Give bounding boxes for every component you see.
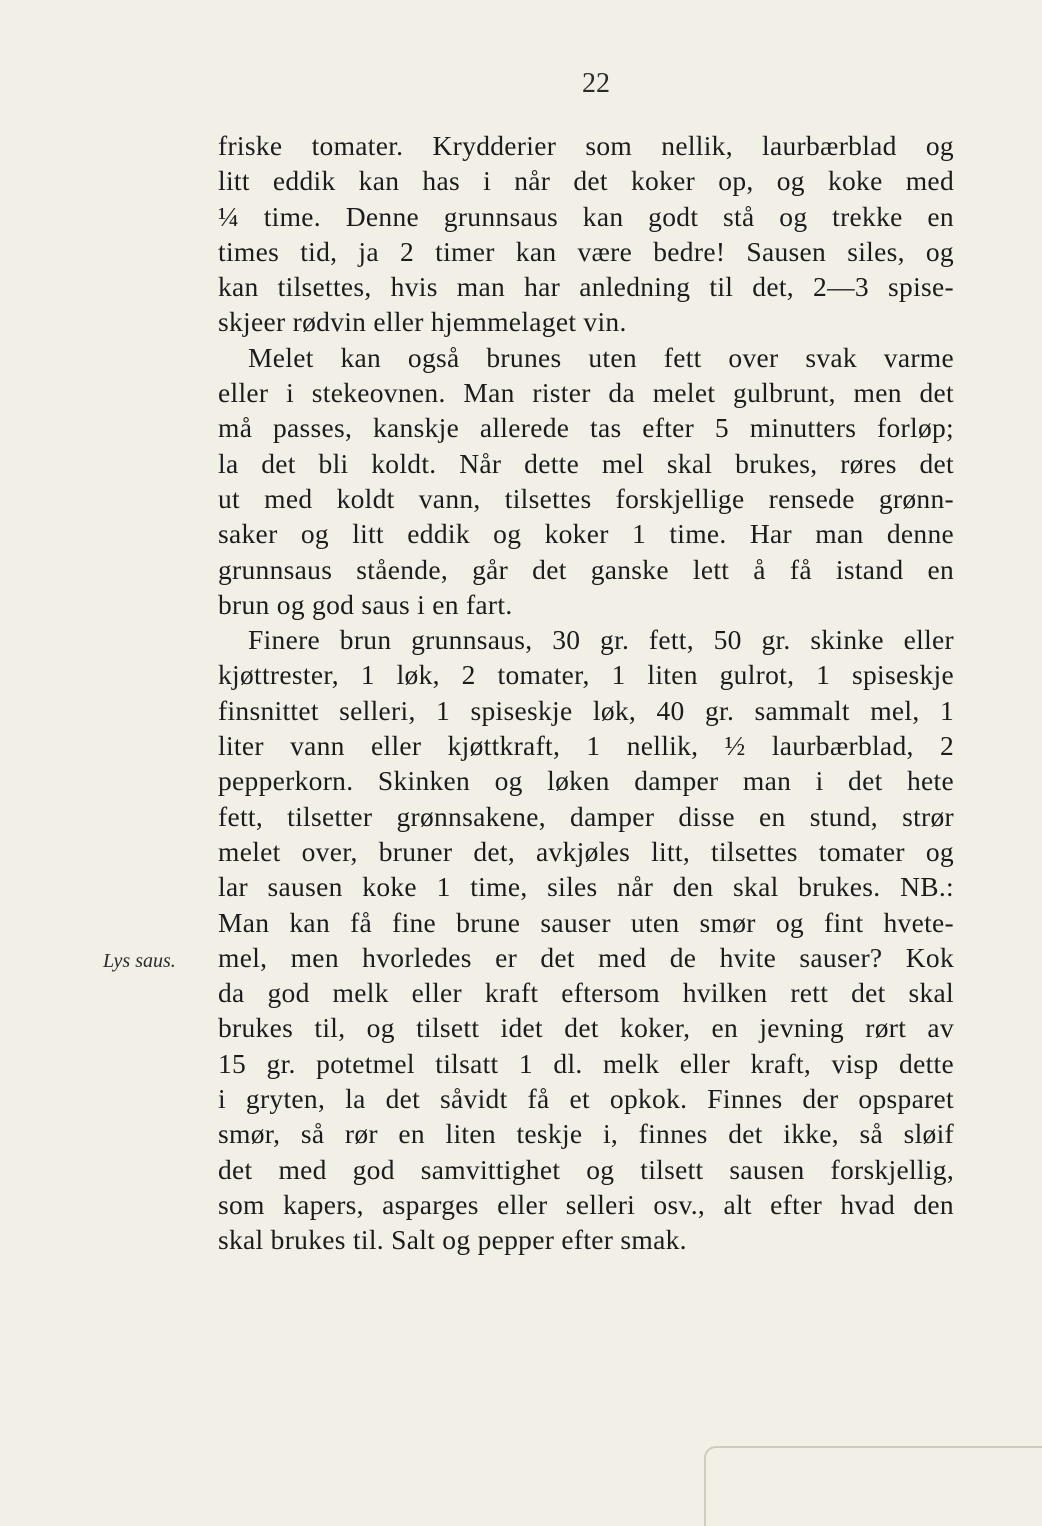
text-line: Man kan få fine brune sauser uten smør og fint hvete- xyxy=(218,906,954,938)
text-line: må passes, kanskje allerede tas efter 5 minutters forløp; xyxy=(218,412,954,444)
text-line: Finere brun grunnsaus, 30 gr. fett, 50 gr. skinke eller xyxy=(248,624,954,656)
text-line: finsnittet selleri, 1 spiseskje løk, 40 gr. sammalt mel, 1 xyxy=(218,694,954,726)
text-line: smør, så rør en liten teskje i, finnes det ikke, så sløif xyxy=(218,1118,954,1150)
text-line: Melet kan også brunes uten fett over svak varme xyxy=(248,341,954,373)
text-line: ¼ time. Denne grunnsaus kan godt stå og trekke en xyxy=(218,200,954,232)
text-line: friske tomater. Krydderier som nellik, laurbærblad og xyxy=(218,130,954,161)
text-line: liter vann eller kjøttkraft, 1 nellik, ½ laurbærblad, 2 xyxy=(218,730,954,762)
margin-note: Lys saus. xyxy=(103,950,176,972)
text-line: da god melk eller kraft eftersom hvilken rett det skal xyxy=(218,977,954,1009)
page-number: 22 xyxy=(582,68,610,99)
text-line: mel, men hvorledes er det med de hvite sauser? Kok xyxy=(218,941,954,973)
text-line: det med god samvittighet og tilsett sausen forskjellig, xyxy=(218,1153,954,1185)
text-line: times tid, ja 2 timer kan være bedre! Sausen siles, og xyxy=(218,235,954,267)
page-crease xyxy=(704,1446,1042,1526)
text-line: i gryten, la det såvidt få et opkok. Finnes der opsparet xyxy=(218,1083,954,1115)
text-line: saker og litt eddik og koker 1 time. Har man denne xyxy=(218,518,954,550)
text-line: skjeer rødvin eller hjemmelaget vin. xyxy=(218,306,627,338)
text-line: eller i stekeovnen. Man rister da melet gulbrunt, men det xyxy=(218,377,954,409)
text-line: litt eddik kan has i når det koker op, og koke med xyxy=(218,165,954,197)
text-line: skal brukes til. Salt og pepper efter smak. xyxy=(218,1224,687,1256)
text-line: 15 gr. potetmel tilsatt 1 dl. melk eller kraft, visp dette xyxy=(218,1047,954,1079)
text-line: pepperkorn. Skinken og løken damper man i det hete xyxy=(218,765,954,797)
text-line: melet over, bruner det, avkjøles litt, tilsettes tomater og xyxy=(218,835,954,867)
text-line: lar sausen koke 1 time, siles når den skal brukes. NB.: xyxy=(218,871,954,903)
text-line: la det bli koldt. Når dette mel skal brukes, røres det xyxy=(218,447,954,479)
text-line: grunnsaus stående, går det ganske lett å få istand en xyxy=(218,553,954,585)
text-line: kan tilsettes, hvis man har anledning til det, 2—3 spise- xyxy=(218,271,954,303)
body-text xyxy=(218,128,954,1258)
text-line: brun og god saus i en fart. xyxy=(218,588,513,620)
text-line: fett, tilsetter grønnsakene, damper disse en stund, strør xyxy=(218,800,954,832)
text-line: brukes til, og tilsett idet det koker, en jevning rørt av xyxy=(218,1012,954,1044)
text-line: som kapers, asparges eller selleri osv., alt efter hvad den xyxy=(218,1188,954,1220)
text-line: kjøttrester, 1 løk, 2 tomater, 1 liten gulrot, 1 spiseskje xyxy=(218,659,954,691)
text-line: ut med koldt vann, tilsettes forskjellige rensede grønn- xyxy=(218,482,954,514)
